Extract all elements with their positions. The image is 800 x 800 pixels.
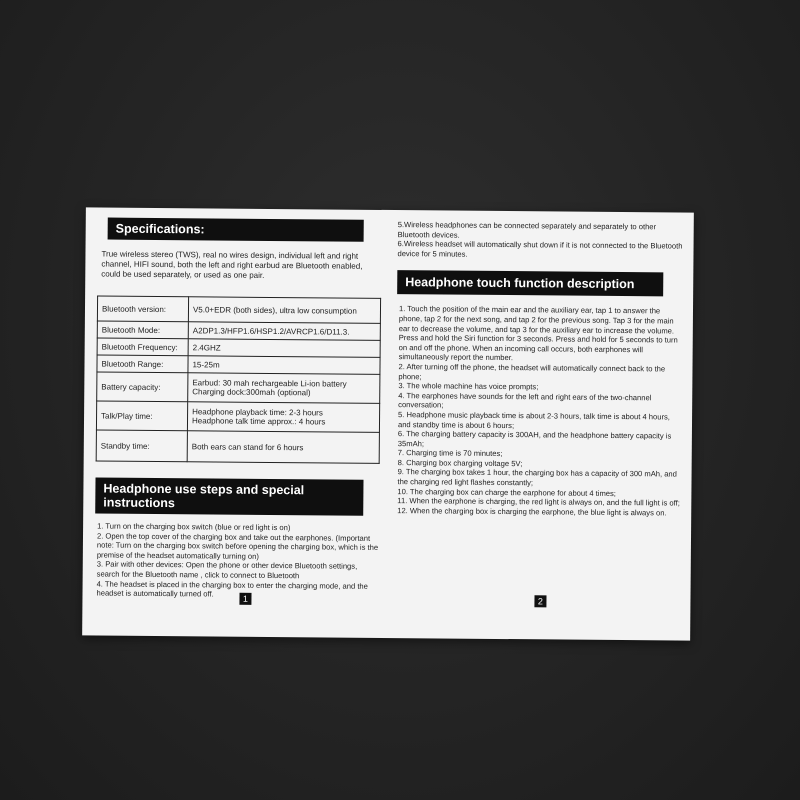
- spec-row: [96, 401, 379, 432]
- touch-item: 4. The earphones have sounds for the left and right ears of the two-channel conversation;: [398, 390, 652, 410]
- right-page: [394, 210, 684, 640]
- usage-step: 2. Open the top cover of the charging box and take out the earphones. (Important note: Turn on the charging box switch before opening the charging box, which is the premise of the headset automatically turning on): [96, 531, 379, 561]
- spec-value: A2DP1.3/HFP1.6/HSP1.2/AVRCP1.6/D11.3.: [188, 322, 380, 341]
- top-note: 5.Wireless headphones can be connected separately and separately to other Bluetooth devices.: [397, 220, 657, 240]
- spec-key: Talk/Play time:: [96, 401, 187, 431]
- touch-item: 11. When the earphone is charging, the red light is always on, and the full light is off;: [397, 496, 680, 508]
- top-note: 6.Wireless headset will automatically shut down if it is not connected to the Bluetooth device for 5 minutes.: [397, 239, 683, 259]
- spec-key: Bluetooth Range:: [97, 355, 188, 373]
- usage-step: 3. Pair with other devices: Open the phone or other device Bluetooth settings, search for the Bluetooth name , click to connect to Bluetooth: [96, 559, 358, 581]
- page-number-2: 2: [534, 595, 546, 607]
- spec-row: [96, 430, 379, 463]
- spec-key: Bluetooth version:: [97, 296, 188, 322]
- touch-item: 9. The charging box takes 1 hour, the charging box has a capacity of 300 mAh, and the charging red light flashes constantly;: [397, 467, 677, 488]
- intro-paragraph: True wireless stereo (TWS), real no wires design, individual left and right channel, HIFI sound, both the left and right earbud are Bluetooth enabled, could be used separately, or used as one pair.: [101, 249, 363, 280]
- touch-item: 8. Charging box charging voltage 5V;: [397, 457, 523, 469]
- page-number-1: 1: [239, 593, 251, 605]
- spec-key: Bluetooth Mode:: [97, 321, 188, 339]
- spec-value: Both ears can stand for 6 hours: [187, 431, 379, 464]
- touch-item: 6. The charging battery capacity is 300AH, and the headphone battery capacity is 35mAh;: [397, 429, 672, 449]
- spec-value: 15-25m: [188, 356, 380, 375]
- spec-value: Headphone playback time: 2-3 hours Headphone talk time approx.: 4 hours: [187, 402, 379, 433]
- spec-value: Earbud: 30 mah rechargeable Li-ion battery Charging dock:300mah (optional): [188, 373, 380, 404]
- spec-key: Battery capacity:: [97, 372, 188, 402]
- usage-heading: Headphone use steps and special instructions: [95, 477, 363, 515]
- usage-steps-list: [96, 521, 379, 600]
- touch-item: 3. The whole machine has voice prompts;: [398, 381, 539, 392]
- spec-row: [97, 372, 380, 403]
- spec-key: Standby time:: [96, 430, 187, 462]
- usage-step: 1. Turn on the charging box switch (blue or red light is on): [97, 521, 291, 533]
- touch-item: 2. After turning off the phone, the headset will automatically connect back to the phone;: [398, 362, 666, 381]
- left-page: [94, 207, 382, 637]
- touch-item: 5. Headphone music playback time is about 2-3 hours, talk time is about 4 hours, and standby time is about 6 hours;: [397, 409, 670, 430]
- touch-item: 10. The charging box can charge the earphone for about 4 times;: [397, 486, 616, 498]
- specifications-heading: Specifications:: [108, 218, 364, 242]
- spec-key: Bluetooth Frequency:: [97, 338, 188, 356]
- touch-heading: Headphone touch function description: [397, 270, 663, 296]
- spec-value: V5.0+EDR (both sides), ultra low consumption: [188, 297, 380, 324]
- spec-value: 2.4GHZ: [188, 339, 380, 358]
- touch-item: 1. Touch the position of the main ear and the auxiliary ear, tap 1 to answer the phone, tap 2 for the next song, and tap 2 for the previous song. Tap 3 for the main ear to decrease the volume, and tap 3 for the auxiliary ear to increase the volume. Press and hold the Siri function for 3 seconds. Press and hold for 5 seconds to turn on and off the phone. When an incoming call occurs, both earphones will simultaneously report the number.: [398, 304, 678, 363]
- spec-row: [97, 296, 380, 323]
- spec-table: [96, 295, 381, 463]
- touch-item: 12. When the charging box is charging the earphone, the blue light is always on.: [397, 505, 667, 518]
- manual-sheet: [82, 207, 694, 640]
- usage-step: 4. The headset is placed in the charging box to enter the charging mode, and the headset is automatically turned off.: [96, 579, 368, 599]
- top-notes-list: [397, 220, 683, 261]
- touch-item: 7. Charging time is 70 minutes;: [397, 448, 503, 459]
- touch-function-list: [397, 304, 683, 518]
